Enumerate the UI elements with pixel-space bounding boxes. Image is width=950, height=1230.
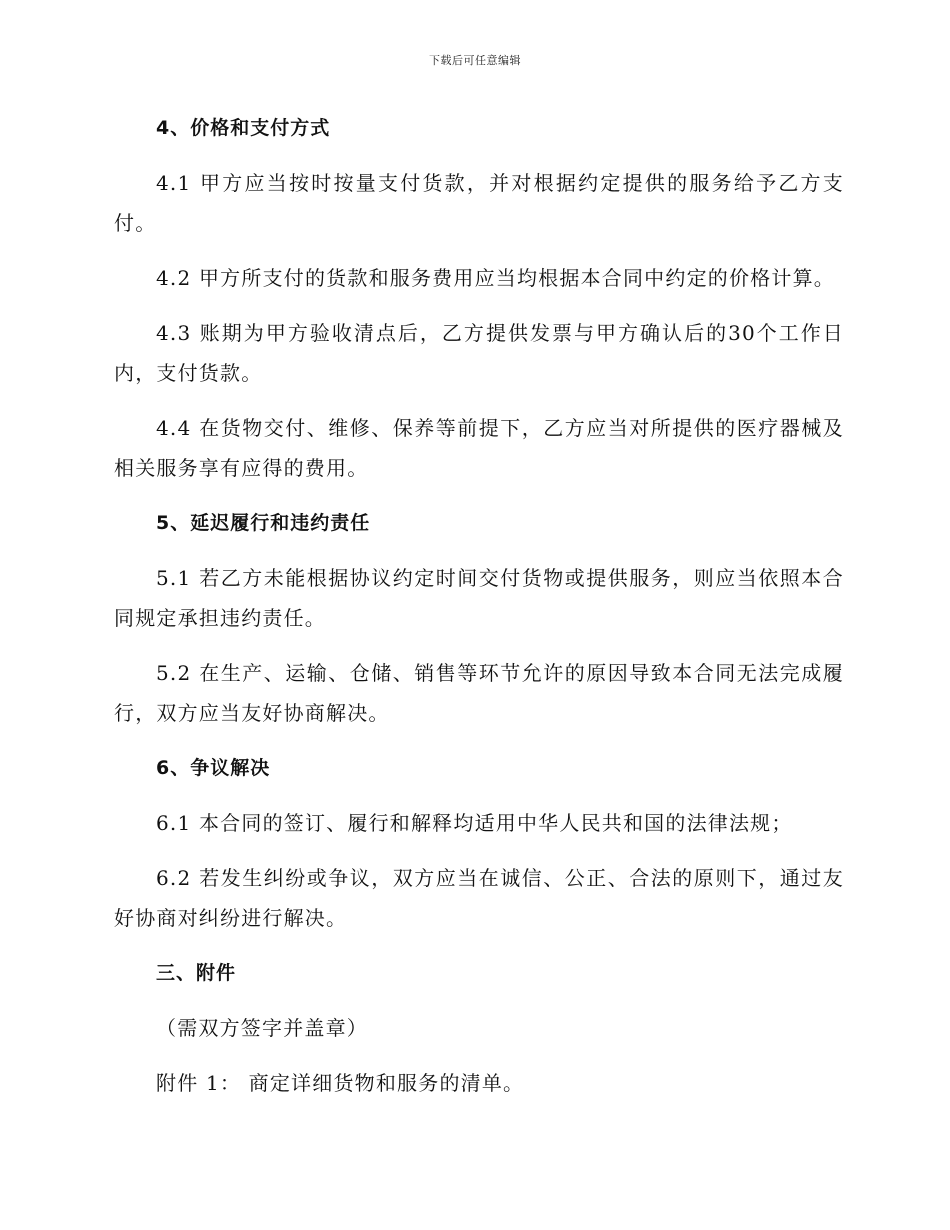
section-heading-delay-breach: 5、延迟履行和违约责任 bbox=[156, 512, 371, 534]
section-heading-price-payment: 4、价格和支付方式 bbox=[156, 117, 331, 139]
attachment-note: （需双方签字并盖章） bbox=[156, 1016, 368, 1040]
clause-4-1: 4.1 甲方应当按时按量支付货款，并对根据约定提供的服务给予乙方支付。 bbox=[114, 171, 844, 235]
document-body bbox=[114, 108, 844, 1103]
page-header: 下载后可任意编辑 bbox=[429, 54, 521, 67]
clause-6-1: 6.1 本合同的签订、履行和解释均适用中华人民共和国的法律法规； bbox=[156, 811, 793, 835]
attachment-1: 附件 1： 商定详细货物和服务的清单。 bbox=[156, 1071, 525, 1095]
section-heading-attachments: 三、附件 bbox=[156, 962, 237, 984]
clause-5-1: 5.1 若乙方未能根据协议约定时间交付货物或提供服务，则应当依照本合同规定承担违约责任。 bbox=[114, 566, 844, 630]
section-heading-dispute: 6、争议解决 bbox=[156, 757, 271, 779]
clause-4-3: 4.3 账期为甲方验收清点后，乙方提供发票与甲方确认后的30个工作日内，支付货款。 bbox=[114, 321, 844, 385]
clause-4-2: 4.2 甲方所支付的货款和服务费用应当均根据本合同中约定的价格计算。 bbox=[156, 266, 835, 290]
clause-5-2: 5.2 在生产、运输、仓储、销售等环节允许的原因导致本合同无法完成履行，双方应当友好协商解决。 bbox=[114, 661, 844, 725]
clause-6-2: 6.2 若发生纠纷或争议，双方应当在诚信、公正、合法的原则下，通过友好协商对纠纷进行解决。 bbox=[114, 866, 844, 930]
clause-4-4: 4.4 在货物交付、维修、保养等前提下，乙方应当对所提供的医疗器械及相关服务享有应得的费用。 bbox=[114, 416, 844, 480]
